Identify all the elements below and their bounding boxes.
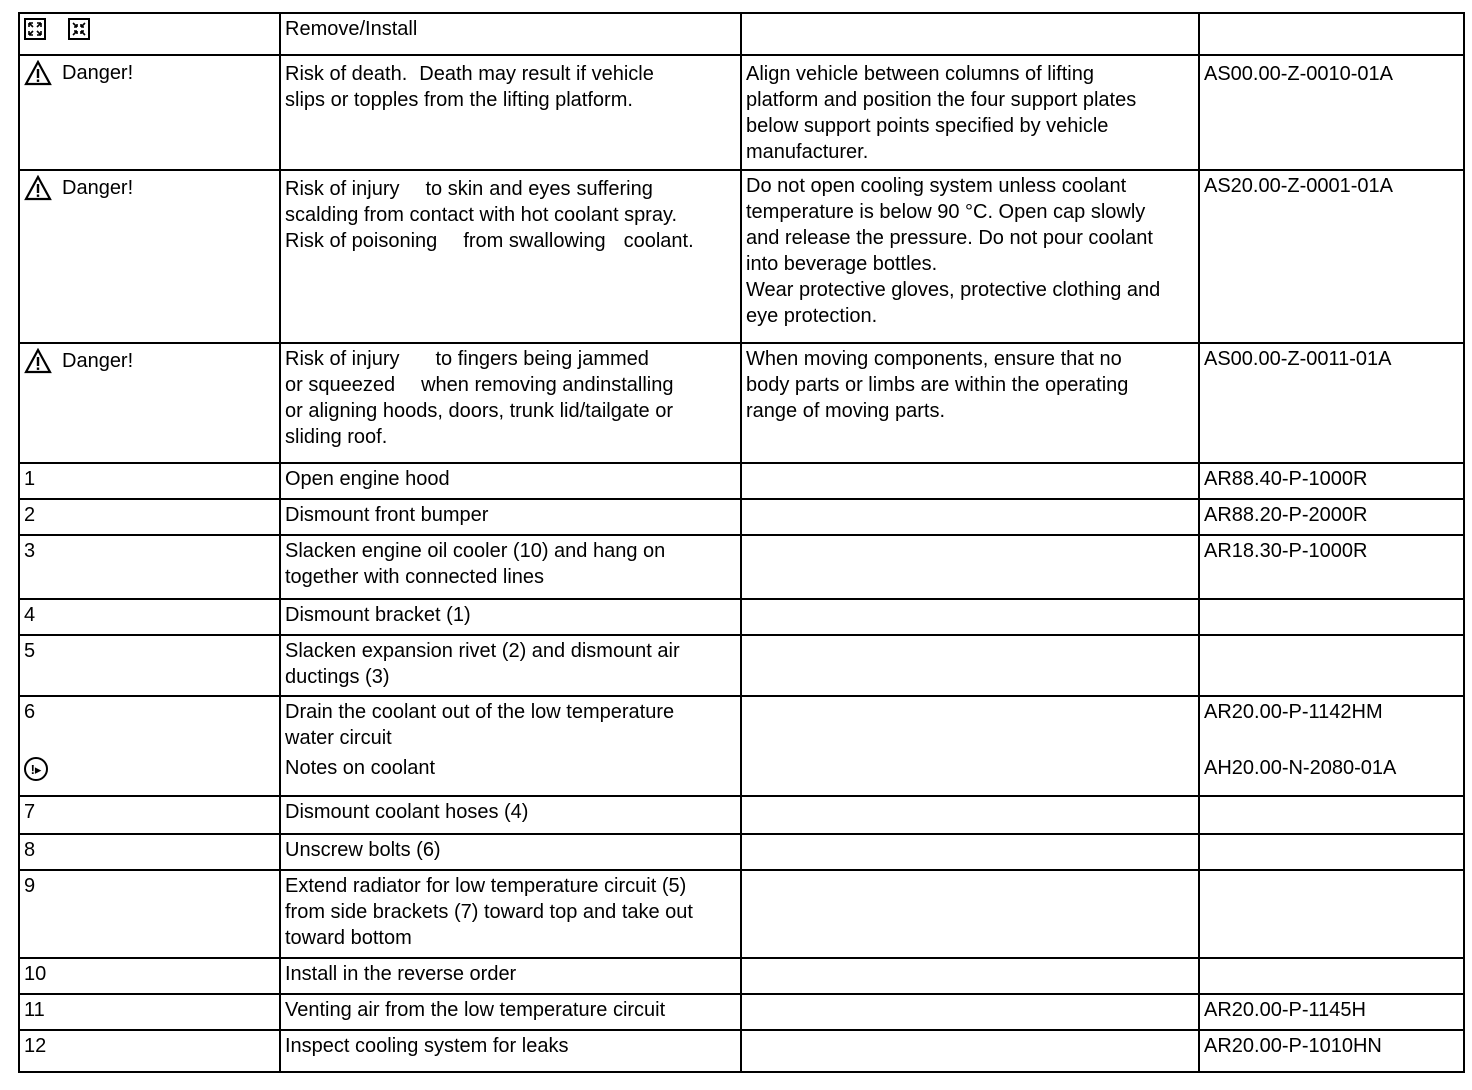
measure-text: When moving components, ensure that no body parts or limbs are within the operating range of moving parts. xyxy=(741,343,1199,463)
table-row xyxy=(19,1030,1464,1072)
reference-link[interactable]: AR20.00-P-1145H xyxy=(1199,994,1464,1030)
reference-link[interactable]: AS00.00-Z-0011-01A xyxy=(1199,343,1464,463)
step-number: 7 xyxy=(19,796,280,834)
step-number: 8 xyxy=(19,834,280,870)
note-text: Notes on coolant xyxy=(285,757,436,779)
step-number: 5 xyxy=(19,635,280,696)
step-text: Unscrew bolts (6) xyxy=(280,834,741,870)
step-number: 1 xyxy=(19,463,280,499)
step-number: 11 xyxy=(19,994,280,1030)
step-number: 6 xyxy=(24,701,36,723)
table-row xyxy=(19,994,1464,1030)
danger-row xyxy=(19,170,1464,343)
danger-label: Danger! xyxy=(62,177,134,199)
reference-link[interactable]: AR88.20-P-2000R xyxy=(1199,499,1464,535)
table-row xyxy=(19,535,1464,599)
table-row xyxy=(19,696,1464,796)
install-icon xyxy=(68,18,90,40)
danger-label: Danger! xyxy=(62,350,134,372)
header-icons-cell xyxy=(19,13,280,55)
table-row xyxy=(19,870,1464,958)
table-row xyxy=(19,499,1464,535)
step-text: Extend radiator for low temperature circuit (5) from side brackets (7) toward top and take out toward bottom xyxy=(280,870,741,958)
reference-link[interactable]: AH20.00-N-2080-01A xyxy=(1204,757,1397,779)
risk-text: Risk of injury to fingers being jammed or squeezed when removing andinstalling or aligning hoods, doors, trunk lid/tailgate or sliding roof. xyxy=(280,343,741,463)
warning-icon xyxy=(24,175,52,201)
step-number: 10 xyxy=(19,958,280,994)
step-number: 2 xyxy=(19,499,280,535)
reference-link[interactable]: AR88.40-P-1000R xyxy=(1199,463,1464,499)
step-text: Dismount bracket (1) xyxy=(280,599,741,635)
step-text: Slacken expansion rivet (2) and dismount air ductings (3) xyxy=(280,635,741,696)
measure-text: Align vehicle between columns of lifting platform and position the four support plates below support points specified by vehicle manufacturer. xyxy=(741,55,1199,170)
procedure-table xyxy=(18,12,1465,1073)
table-row xyxy=(19,463,1464,499)
step-text: Dismount front bumper xyxy=(280,499,741,535)
risk-text: Risk of death. Death may result if vehicle slips or topples from the lifting platform. xyxy=(280,55,741,170)
table-row xyxy=(19,599,1464,635)
table-row xyxy=(19,834,1464,870)
danger-row xyxy=(19,343,1464,463)
header-title: Remove/Install xyxy=(280,13,741,55)
reference-link[interactable]: AR20.00-P-1010HN xyxy=(1199,1030,1464,1072)
step-text: Slacken engine oil cooler (10) and hang on together with connected lines xyxy=(280,535,741,599)
reference-link[interactable]: AS00.00-Z-0010-01A xyxy=(1199,55,1464,170)
step-number: 3 xyxy=(19,535,280,599)
note-icon: !▸ xyxy=(24,757,48,781)
table-row xyxy=(19,796,1464,834)
reference-link[interactable]: AR20.00-P-1142HM xyxy=(1204,701,1383,723)
step-text: Open engine hood xyxy=(280,463,741,499)
step-text: Install in the reverse order xyxy=(280,958,741,994)
warning-icon xyxy=(24,348,52,374)
step-number: 9 xyxy=(19,870,280,958)
step-text: Inspect cooling system for leaks xyxy=(280,1030,741,1072)
step-text: Drain the coolant out of the low temperature water circuit Notes on coolant xyxy=(280,696,741,796)
header-row xyxy=(19,13,1464,55)
table-row xyxy=(19,635,1464,696)
step-number: 4 xyxy=(19,599,280,635)
warning-icon xyxy=(24,60,52,86)
step-text: Dismount coolant hoses (4) xyxy=(280,796,741,834)
danger-label: Danger! xyxy=(62,62,134,84)
reference-link[interactable]: AR18.30-P-1000R xyxy=(1199,535,1464,599)
step-number: 12 xyxy=(19,1030,280,1072)
measure-text: Do not open cooling system unless coolant temperature is below 90 °C. Open cap slowly and release the pressure. Do not pour coolant into beverage bottles. Wear protective gloves, protective clothing and eye protection. xyxy=(741,170,1199,343)
danger-row xyxy=(19,55,1464,170)
risk-text: Risk of injury to skin and eyes suffering scalding from contact with hot coolant spray. Risk of poisoning from swallowing coolant. xyxy=(280,170,741,343)
table-row xyxy=(19,958,1464,994)
reference-link[interactable]: AS20.00-Z-0001-01A xyxy=(1199,170,1464,343)
step-text: Venting air from the low temperature circuit xyxy=(280,994,741,1030)
remove-icon xyxy=(24,18,46,40)
